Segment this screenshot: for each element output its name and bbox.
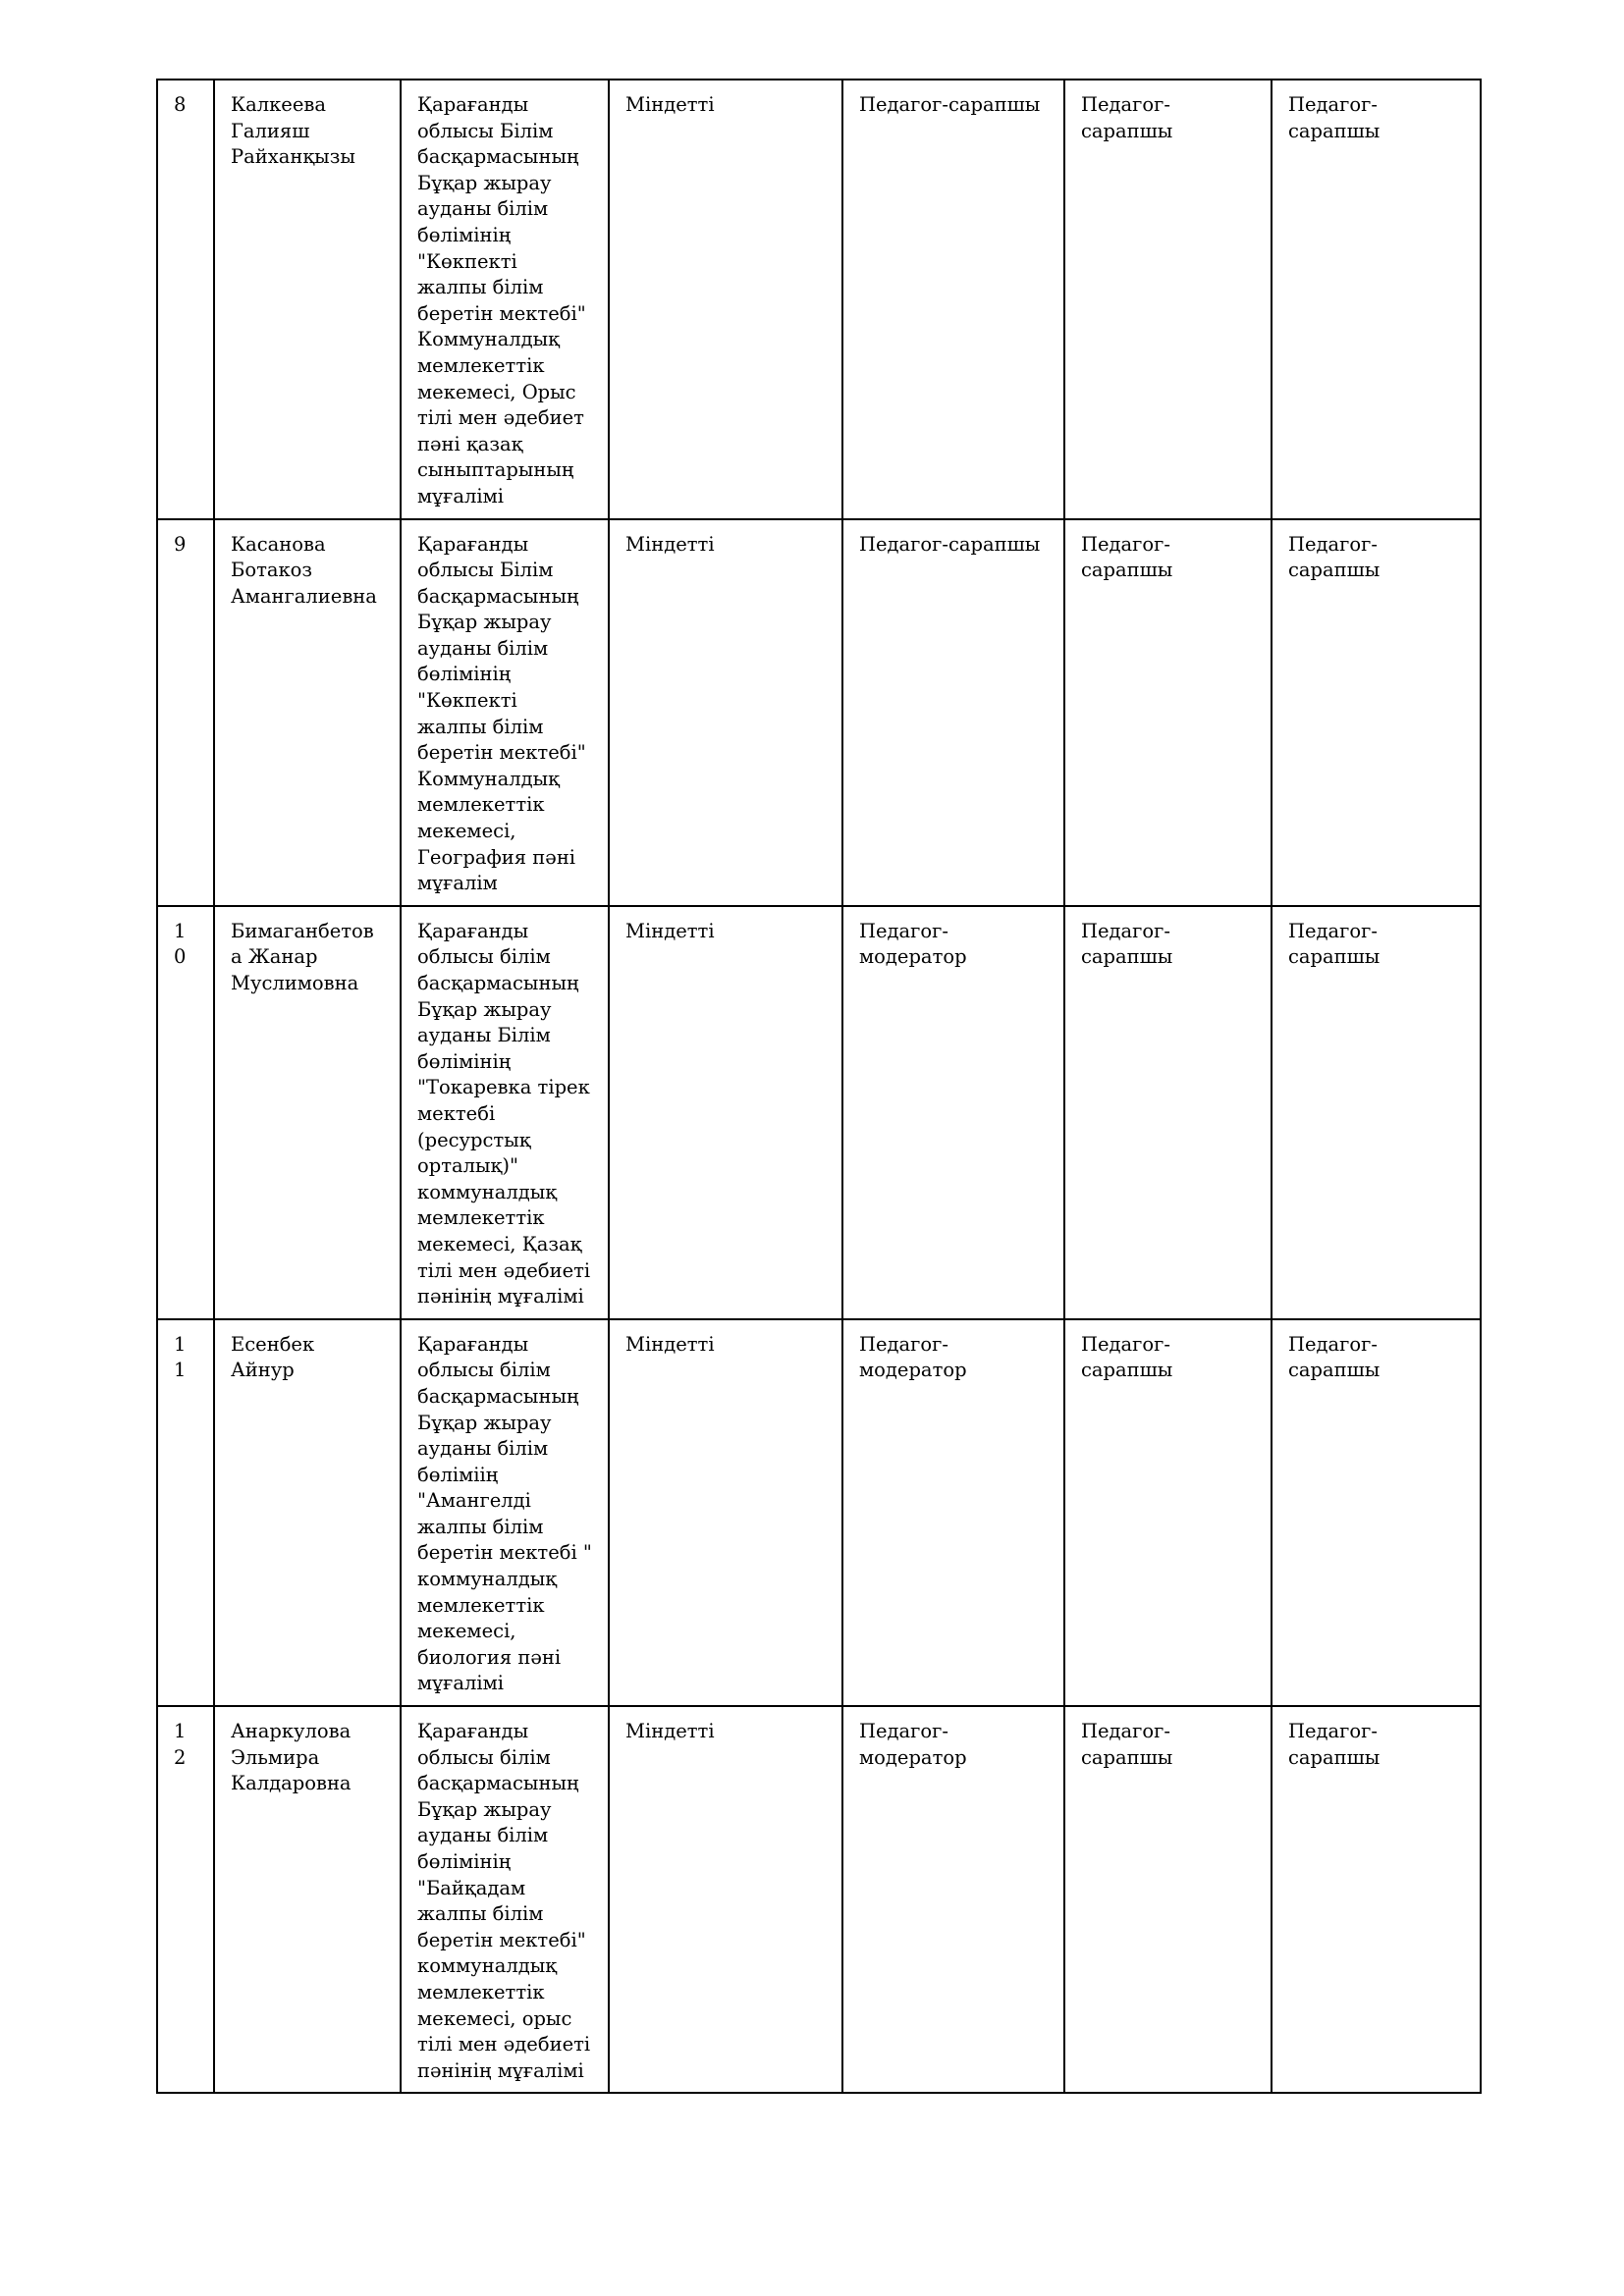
teacher-name: Есенбек Айнур — [231, 1332, 315, 1382]
row-number-cell — [157, 80, 214, 519]
organization-text: Қарағанды облысы Білім басқармасының Бұқар жырау ауданы білім бөлімінің "Көкпекті жалпы білім беретін мектебі" Коммуналдық мемлекеттік мекемесі, География пәні мұғалім — [417, 532, 586, 895]
row-number: 10 — [174, 919, 187, 969]
category-text-1: Педагог-модератор — [859, 1332, 967, 1382]
category-text-3: Педагог-сарапшы — [1288, 1332, 1380, 1382]
category-text-1: Педагог-сарапшы — [859, 93, 1041, 116]
category-text-3: Педагог-сарапшы — [1288, 919, 1380, 969]
category-cell-1 — [842, 519, 1064, 906]
obligation-cell — [609, 519, 842, 906]
row-number: 12 — [174, 1720, 187, 1769]
obligation-text: Міндетті — [625, 919, 715, 942]
organization-cell — [401, 1319, 609, 1706]
category-text-1: Педагог-модератор — [859, 1720, 967, 1769]
table-row — [157, 906, 1481, 1319]
category-text-1: Педагог-сарапшы — [859, 532, 1041, 556]
row-number: 9 — [174, 532, 187, 556]
category-text-2: Педагог-сарапшы — [1081, 1332, 1173, 1382]
category-text-1: Педагог-модератор — [859, 919, 967, 969]
table-row — [157, 1706, 1481, 2093]
organization-text: Қарағанды облысы білім басқармасының Бұқар жырау ауданы Білім бөлімінің "Токаревка тірек мектебі (ресурстық орталық)" коммуналдық мемлекеттік мекемесі, Қазақ тілі мен әдебиеті пәнінің мұғалімі — [417, 919, 591, 1308]
category-cell-1 — [842, 1319, 1064, 1706]
category-cell-3 — [1272, 1319, 1481, 1706]
obligation-text: Міндетті — [625, 93, 715, 116]
category-cell-1 — [842, 1706, 1064, 2093]
table-row — [157, 519, 1481, 906]
name-cell — [214, 1706, 401, 2093]
obligation-cell — [609, 80, 842, 519]
category-cell-3 — [1272, 519, 1481, 906]
teacher-name: Касанова Ботакоз Амангалиевна — [231, 532, 377, 608]
teacher-name: Бимаганбетова Жанар Муслимовна — [231, 919, 374, 994]
row-number-cell — [157, 1706, 214, 2093]
table-row — [157, 80, 1481, 519]
organization-cell — [401, 519, 609, 906]
obligation-text: Міндетті — [625, 1332, 715, 1356]
category-cell-3 — [1272, 80, 1481, 519]
category-cell-3 — [1272, 1706, 1481, 2093]
obligation-cell — [609, 1319, 842, 1706]
category-text-2: Педагог-сарапшы — [1081, 532, 1173, 582]
category-cell-1 — [842, 906, 1064, 1319]
category-text-2: Педагог-сарапшы — [1081, 919, 1173, 969]
organization-cell — [401, 906, 609, 1319]
name-cell — [214, 906, 401, 1319]
organization-cell — [401, 80, 609, 519]
category-text-3: Педагог-сарапшы — [1288, 1720, 1380, 1769]
name-cell — [214, 519, 401, 906]
table-row — [157, 1319, 1481, 1706]
name-cell — [214, 1319, 401, 1706]
teacher-name: Калкеева Галияш Райханқызы — [231, 93, 355, 169]
obligation-text: Міндетті — [625, 532, 715, 556]
category-cell-1 — [842, 80, 1064, 519]
row-number: 8 — [174, 93, 187, 116]
organization-text: Қарағанды облысы Білім басқармасының Бұқар жырау ауданы білім бөлімінің "Көкпекті жалпы білім беретін мектебі" Коммуналдық мемлекеттік мекемесі, Орыс тілі мен әдебиет пәні қазақ сыныптарының мұғалімі — [417, 93, 586, 507]
organization-text: Қарағанды облысы білім басқармасының Бұқар жырау ауданы білім бөліміің "Амангелді жалпы білім беретін мектебі " коммуналдық мемлекеттік мекемесі, биология пәні мұғалімі — [417, 1332, 592, 1695]
category-cell-2 — [1064, 906, 1272, 1319]
teacher-name: Анаркулова Эльмира Калдаровна — [231, 1720, 352, 1795]
row-number-cell — [157, 519, 214, 906]
name-cell — [214, 80, 401, 519]
organization-text: Қарағанды облысы білім басқармасының Бұқар жырау ауданы білім бөлімінің "Байқадам жалпы білім беретін мектебі" коммуналдық мемлекеттік мекемесі, орыс тілі мен әдебиеті пәнінің мұғалімі — [417, 1720, 591, 2082]
category-cell-2 — [1064, 519, 1272, 906]
row-number-cell — [157, 1319, 214, 1706]
category-cell-2 — [1064, 1706, 1272, 2093]
teachers-table — [156, 79, 1482, 2094]
row-number: 11 — [174, 1332, 187, 1382]
category-cell-2 — [1064, 80, 1272, 519]
obligation-cell — [609, 906, 842, 1319]
category-cell-3 — [1272, 906, 1481, 1319]
category-text-3: Педагог-сарапшы — [1288, 532, 1380, 582]
category-text-2: Педагог-сарапшы — [1081, 1720, 1173, 1769]
obligation-text: Міндетті — [625, 1720, 715, 1743]
row-number-cell — [157, 906, 214, 1319]
organization-cell — [401, 1706, 609, 2093]
category-text-2: Педагог-сарапшы — [1081, 93, 1173, 142]
obligation-cell — [609, 1706, 842, 2093]
category-cell-2 — [1064, 1319, 1272, 1706]
category-text-3: Педагог-сарапшы — [1288, 93, 1380, 142]
